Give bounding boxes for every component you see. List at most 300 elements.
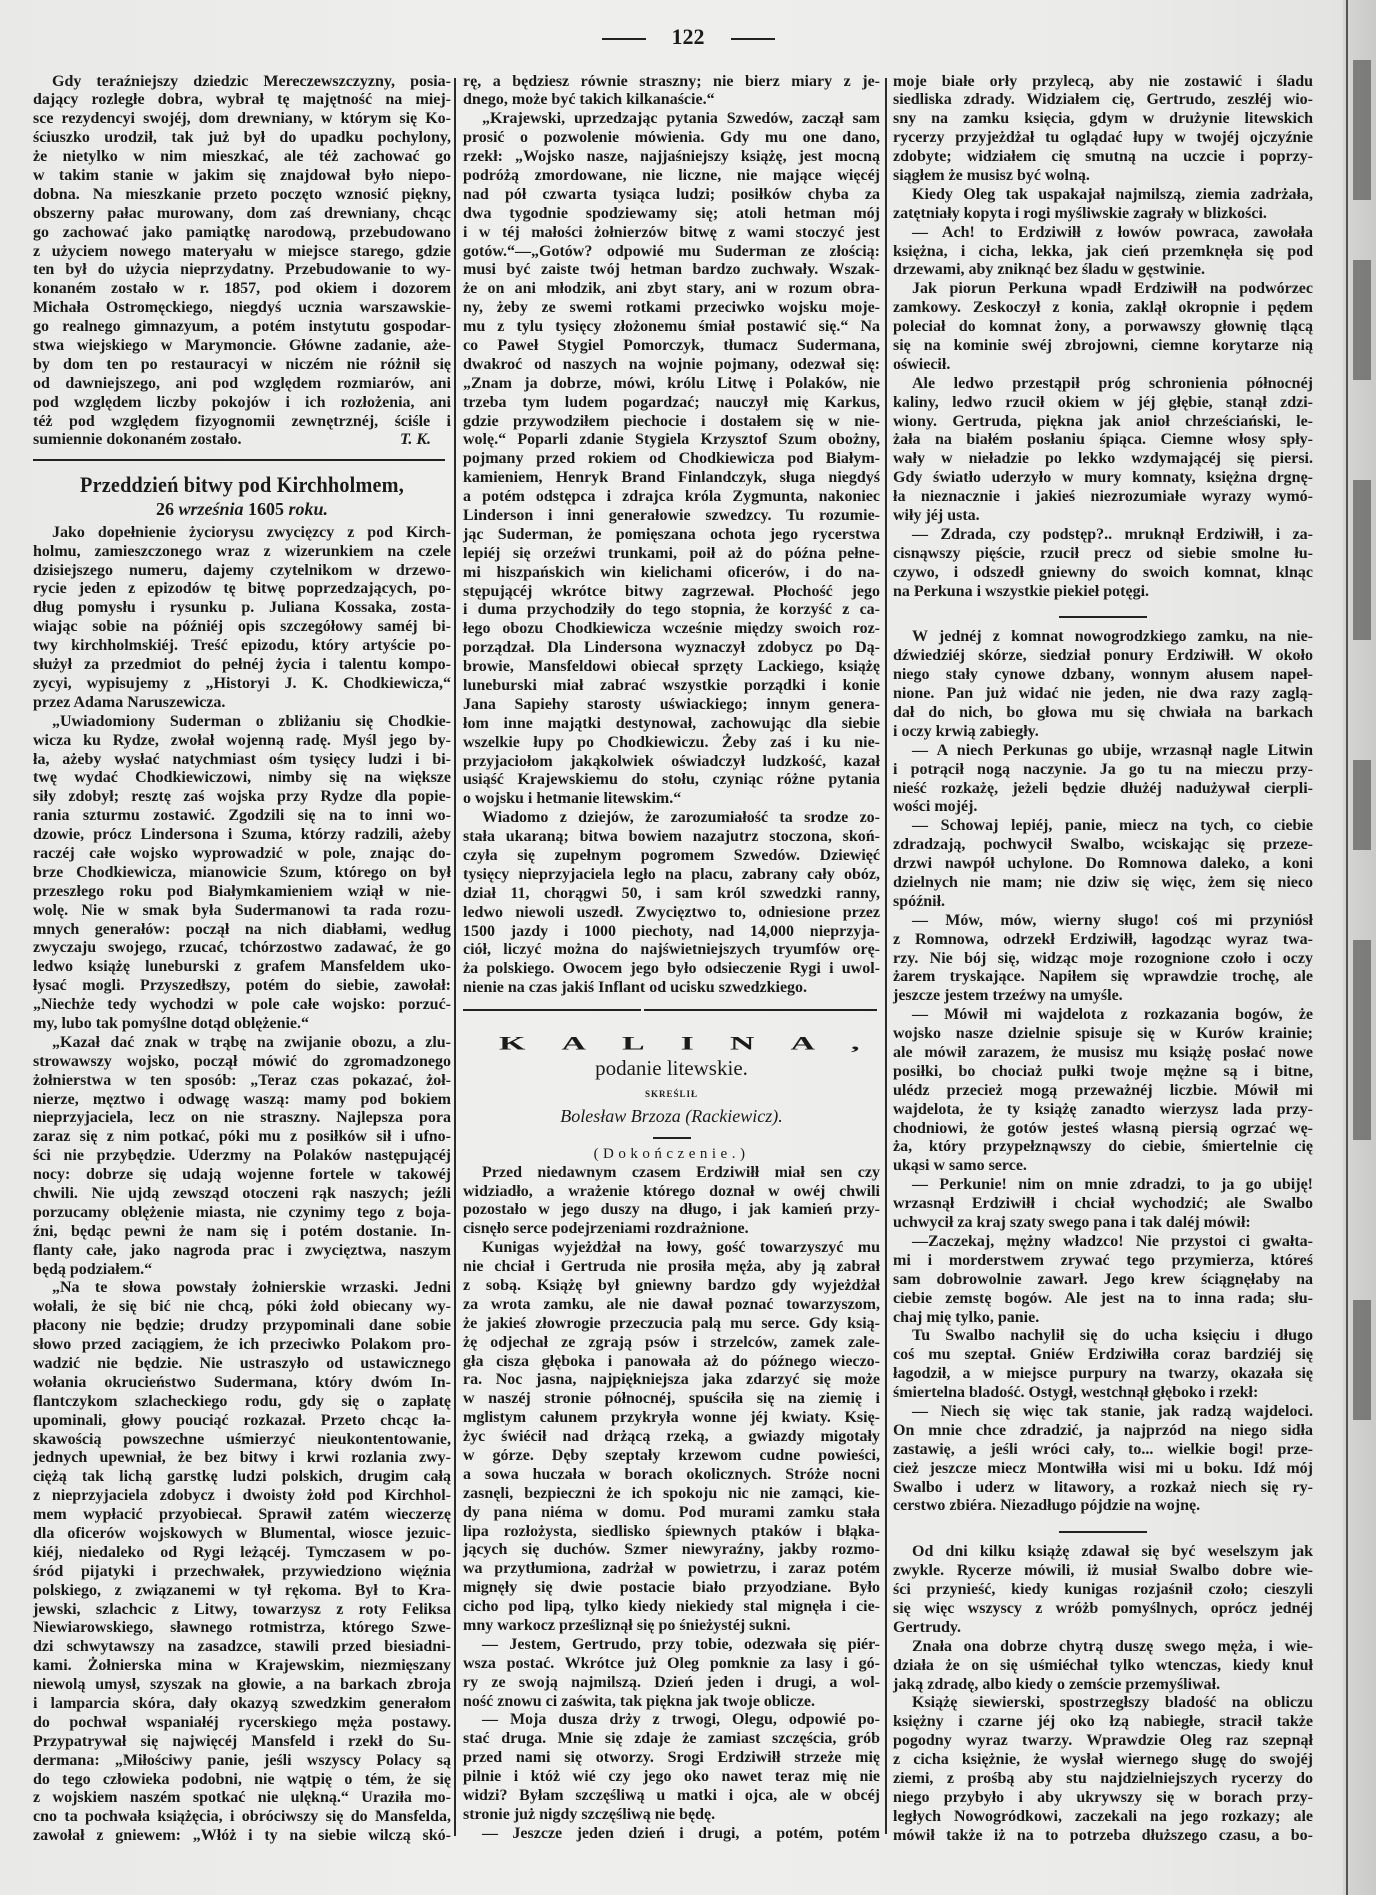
text-line: wojsko nasze dzielnie spisuje się w Kurów krainie; xyxy=(893,1025,1313,1043)
text-line: Linderson i inni generałowie szwedzcy. Tu rozumie- xyxy=(463,506,880,524)
text-line: wości mojéj. xyxy=(893,798,978,816)
text-line: w naszéj stronie północnéj, spuściła się na ziemię i xyxy=(463,1390,880,1408)
text-line: łom inne majątki destynował, zachowując dla siebie xyxy=(463,714,880,732)
text-line: żarem tryskające. Napiłem się wprawdzie trochę, ale xyxy=(893,968,1313,986)
text-line: rę, a będziesz równie straszny; nie bierz miary z je- xyxy=(463,72,880,90)
paragraph xyxy=(893,1403,1313,1516)
paragraph xyxy=(893,375,1313,526)
short-divider xyxy=(1059,1531,1147,1533)
text-line: pogodny wyraz twarzy. Wprawdzie Oleg raz szepnął xyxy=(893,1732,1313,1750)
text-line: podróżą zmordowane, nie liczne, nie mające więcéj xyxy=(463,166,880,184)
text-line: obszerny pałac murowany, dom zaś drewniany, chcąc xyxy=(33,204,451,222)
text-line: zasnęli, bezpieczni że ich spokoju nic nie zamąci, kie- xyxy=(463,1484,880,1502)
text-line: musi być zaiste twój hetman bardzo zuchwały. Wszak- xyxy=(463,261,880,279)
text-line: a sowa huczała w borach okolicznych. Stróże nocni xyxy=(463,1465,880,1483)
text-line: pod względem liczby pokojów i ich rozłożenia, ani xyxy=(33,393,451,411)
text-line: że jakieś złowrogie przeczucia palą mu serce. Gdy ksią- xyxy=(463,1314,880,1332)
text-line: rzekł: „Wojsko nasze, najjaśniejszy książę, jest mocną xyxy=(463,148,880,166)
text-line: w górze. Dęby szeptały krzewom cudne powieści, xyxy=(463,1447,880,1464)
paragraph xyxy=(463,1636,880,1712)
subheading-part: 26 xyxy=(155,499,179,520)
text-line: dobna. Na mieszkanie przeto poczęto wznosić piękny, xyxy=(33,185,451,203)
text-line: ukąsi w samo serce. xyxy=(893,1157,1027,1175)
text-line: pilnie i któż wié czy jego oko nawet teraz mię nie xyxy=(463,1768,880,1786)
text-line: ści przynieść, kiedy kunigas rozjaśnił czoło; cieszyli xyxy=(893,1581,1313,1599)
paragraph xyxy=(893,1327,1313,1403)
text-line: Swalbo i uderz w litawory, a rozkaż niech się ry- xyxy=(893,1478,1313,1496)
text-line: dający rozległe dobra, wybrał tę majętność na miej- xyxy=(33,91,451,109)
text-line: dnego, może być takich kilkanaście.“ xyxy=(463,91,715,109)
text-line: Wiadomo z dziejów, że zarozumiałość ta srodze zo- xyxy=(482,809,880,827)
text-line: lepiéj się orzeźwi trunkami, poił aż do późna pełne- xyxy=(463,544,880,562)
text-line: dał do nich, bo głowa mu się chwiała na barkach xyxy=(893,704,1313,721)
text-line: prosić o pozwolenie mówienia. Gdy mu one dano, xyxy=(463,129,880,147)
text-line: go zachować jako pamiątkę narodową, przebudowano xyxy=(33,223,451,241)
text-line: śmiertelna bladość. Ostygł, westchnął głęboko i rzekł: xyxy=(893,1384,1259,1402)
text-line: dług pomysłu i rysunku p. Juliana Kossaka, zosta- xyxy=(33,599,451,617)
text-line: twę wydać Chodkiewiczowi, nimby się na większe xyxy=(33,769,451,787)
text-line: On mnie chce zdradzić, ja najprzód na niego sidła xyxy=(893,1421,1313,1439)
text-line: Książę siewierski, spostrzegłszy bladość na obliczu xyxy=(912,1694,1313,1712)
paragraph xyxy=(893,742,1313,818)
continuation-note: (Dokończenie.) xyxy=(593,1145,750,1162)
paragraph xyxy=(33,1279,451,1846)
text-line: jąc Suderman, że pomięszana ochota jego rycerstwa xyxy=(463,525,880,543)
text-line: jeszcze jestem trzeźwy na umyśle. xyxy=(893,987,1123,1005)
text-line: zastawię, a jeśli wróci cały, to... wielkie bogi! prze- xyxy=(893,1440,1313,1458)
paragraph xyxy=(33,524,451,713)
text-line: śród pijatyki i przechwałek, przywiedziono więźnia xyxy=(33,1562,451,1580)
text-line: W jednéj z komnat nowogrodzkiego zamku, na nie- xyxy=(912,628,1313,646)
text-line: dwa tygodnie spodziewamy się; atoli hetman mój xyxy=(463,204,880,222)
text-line: dermana: „Miłościwy panie, jeśli wszyscy Polacy są xyxy=(33,1751,451,1769)
section-divider xyxy=(463,1009,877,1011)
text-line: nierze, męztwo i odwagę waszą: mamy pod bokiem xyxy=(33,1090,451,1108)
text-line: mignęły się dwie postacie biało przyodziane. Było xyxy=(463,1579,880,1597)
text-line: dział 11, chorągwi 50, i sam król szwedzki ranny, xyxy=(463,884,880,902)
text-line: w takim stanie w jakim się znajdował było niepo- xyxy=(33,166,451,184)
text-line: od dawniejszego, ani pod względem rozmiarów, ani xyxy=(33,374,451,392)
text-line: Przypatrywał się najwięcéj Mansfeld i rzekł do Su- xyxy=(33,1732,451,1750)
text-line: Gdy światło uderzyło w mury komnaty, księżna drgnę- xyxy=(893,469,1313,487)
text-line: nad pół czwarta tysiąca ludzi; posiłków chyba za xyxy=(463,185,880,203)
paragraph xyxy=(893,280,1313,374)
text-line: upominali, głowy pouciąć rozkazał. Przeto chcąc ła- xyxy=(33,1411,451,1429)
section-divider xyxy=(33,459,445,461)
paragraph xyxy=(33,73,451,451)
paragraph xyxy=(463,110,880,809)
text-line: stać druga. Mnie się zdaje że zamiast szczęścia, grób xyxy=(463,1730,880,1748)
text-line: chaj mię tylko, panie. xyxy=(893,1308,1040,1326)
page-number-dash-right xyxy=(731,38,775,40)
text-line: Gdy teraźniejszy dziedzic Mereczewszczyzny, posia- xyxy=(52,72,451,90)
text-line: ny, żeby ze swemi rotkami przeciwko wojsku moje- xyxy=(463,299,880,317)
text-line: coś mu szeptał. Gniéw Erdziwiłła coraz bardziéj się xyxy=(893,1346,1313,1364)
text-line: sce rezydencyi swojéj, dom drewniany, w którym się Ko- xyxy=(33,110,451,128)
text-line: przez Adama Naruszewicza. xyxy=(33,693,226,711)
paragraph xyxy=(463,1711,880,1824)
text-line: płacony nie będzie; drudzy przypominali dane sobie xyxy=(33,1317,451,1335)
text-line: drzwi nawpół uchylone. Do Romnowa daleko, a koni xyxy=(893,855,1313,873)
text-line: wadzić nie będzie. Nie ustraszyło od ustawicznego xyxy=(33,1355,451,1372)
text-line: za wrota zamku, ale nie dawał poznać towarzyszom, xyxy=(463,1295,880,1313)
paragraph xyxy=(893,912,1313,1006)
text-line: widzi? Byłam szczęśliwą u matki i ojca, ale w obcéj xyxy=(463,1787,880,1805)
text-line: cerstwo zbiéra. Niezadługo pójdzie na wojnę. xyxy=(893,1497,1201,1515)
text-line: nieprzyjaciela, lecz on nie straszny. Najlepsza pora xyxy=(33,1109,451,1127)
text-line: moje białe orły przylecą, aby nie zostawić i śladu xyxy=(893,72,1313,90)
subtitle: podanie litewskie. xyxy=(595,1055,748,1080)
text-line: Gertrudy. xyxy=(893,1618,961,1636)
text-line: niewolą umysł, szyszak na głowie, a na barkach zbroja xyxy=(33,1676,451,1694)
text-line: mu z tylu tysięcy złożonemu śmiał postawić się.“ Na xyxy=(463,318,880,336)
adjacent-page-text-fragment xyxy=(1353,480,1371,640)
text-line: „Krajewski, uprzedzając pytania Szwedów, zaczął sam xyxy=(482,110,880,128)
text-line: drzewami, aby zniknąć bez śladu w gęstwinie. xyxy=(893,261,1205,279)
text-line: ciół, liczyć można do najświetniejszych tryumfów orę- xyxy=(463,941,880,959)
text-line: Jana Sapiehy starosty uświackiego; innym genera- xyxy=(463,695,880,713)
text-line: 1500 jazdy i 1000 piechoty, nad 14,000 nieprzyja- xyxy=(463,922,880,940)
paragraph xyxy=(893,628,1313,741)
text-line: dwakroć od naszych na wojnie pojmany, odezwał się: xyxy=(463,355,880,373)
paragraph xyxy=(893,1543,1313,1637)
text-line: zamkowy. Zeskoczył z konia, zaklął okropnie i pędem xyxy=(893,299,1313,317)
text-line: porzucamy oblężenie miasta, nie czynimy tego z boja- xyxy=(33,1203,451,1221)
paragraph xyxy=(893,73,1313,186)
text-line: siedliska zdrady. Widziałem cię, Gertrudo, zeszłéj wio- xyxy=(893,91,1313,109)
text-line: cisnąwszy pięście, rzucił precz od siebie smolne łu- xyxy=(893,544,1313,562)
text-line: co Paweł Stygiel Pomorczyk, tłumacz Sudermana, xyxy=(463,336,880,354)
adjacent-page-text-fragment xyxy=(1353,760,1371,850)
text-line: my, lubo tak pomyślne dotąd oblężenie.“ xyxy=(33,1014,310,1032)
text-line: wrzasnął Erdziwiłł i chciał wychodzić; ale Swalbo xyxy=(893,1195,1313,1213)
text-line: czyła się zupełnym pogromem Szwedów. Dziewięć xyxy=(463,847,880,865)
text-line: wiły jéj usta. xyxy=(893,506,980,524)
paragraph xyxy=(463,1164,880,1240)
text-line: Kunigas wyjeżdżał na łowy, gość towarzyszyć mu xyxy=(482,1239,880,1257)
text-line: z wojskiem naszém spotkać nie ulękną.“ Uraziła mo- xyxy=(33,1789,451,1807)
text-line: zwyczaju swojego, rzucać, tchórzostwo zadawać, że go xyxy=(33,939,451,957)
text-line: — Moja dusza drży z trwogi, Olegu, odpowié po- xyxy=(482,1711,880,1729)
text-line: Od dni kilku książę zdawał się być weselszym jak xyxy=(912,1543,1313,1561)
text-line: Jako dopełnienie życiorysu zwycięzcy z pod Kirch- xyxy=(52,523,451,541)
text-line: dla oficerów wojskowych w Blumental, wiosce jezuic- xyxy=(33,1525,451,1543)
adjacent-page-text-fragment xyxy=(1353,1300,1371,1420)
text-line: i w téj małości żołnierzów bitwę z wami stoczyć jest xyxy=(463,223,880,241)
text-line: Michała Ostromęckiego, niegdyś ucznia warszawskie- xyxy=(33,299,451,317)
paragraph xyxy=(463,1239,880,1636)
text-line: mnych generałów: począł na nich diabłami, według xyxy=(33,920,451,938)
text-line: Tu Swalbo nachylił się do ucha księciu i długo xyxy=(912,1327,1313,1345)
text-line: wołania okrucieństwo Sudermana, który dwóm In- xyxy=(33,1373,451,1391)
text-line: łysać mogli. Przyszedłszy, potém do siebie, zawołał: xyxy=(33,977,451,995)
paragraph xyxy=(893,1176,1313,1233)
paragraph xyxy=(893,224,1313,281)
text-line: rania szturmu zostawić. Zgodzili się na to inni wo- xyxy=(33,807,451,825)
text-line: — Ach! to Erdziwiłł z łowów powraca, zawołała xyxy=(912,223,1313,241)
text-line: ła, ażeby wysłać natychmiast ośm tysięcy ludzi i bi- xyxy=(33,750,451,768)
text-line: téż pod względem fizyognomii zewnętrznéj, ściśle i xyxy=(33,412,451,430)
text-line: stała ukaraną; bitwa bowiem nazajutrz stoczona, skoń- xyxy=(463,828,880,846)
text-line: dzielnych nie mam; nie dziw się więc, żem się nieco xyxy=(893,874,1313,892)
text-line: ła nieznacznie i jakieś niezrozumiałe wyrazy wymó- xyxy=(893,488,1313,506)
text-line: będą podziałem.“ xyxy=(33,1260,153,1278)
text-line: sny na zamku księcia, gdym w drużynie litewskich xyxy=(893,110,1313,128)
text-line: widziadło, a wrażenie którego doznał w owéj chwili xyxy=(463,1182,880,1200)
text-line: — Mówił mi wajdelota z rozkazania bogów, że xyxy=(912,1006,1313,1024)
text-line: ległych Nowogródkowi, zaczekali na jego rozkazy; ale xyxy=(893,1807,1313,1825)
text-line: żała na białém posłaniu śpiąca. Ciemne włosy spły- xyxy=(893,431,1313,449)
text-line: dźwiedziéj skórze, siedział ponury Erdziwiłł. W około xyxy=(893,647,1313,665)
page-number-text: 122 xyxy=(671,24,705,49)
text-line: „Na te słowa powstały żołnierskie wrzaski. Jedni xyxy=(52,1279,451,1297)
text-line: jednych upewniał, że bez bitwy i krwi rozlania zwy- xyxy=(33,1449,451,1467)
adjacent-page-text-fragment xyxy=(1353,60,1371,200)
display-title: KALINA, xyxy=(499,1033,896,1054)
text-line: pojmany przed rokiem od Chodkiewicza pod Białym- xyxy=(463,450,880,468)
text-line: dzowie, prócz Lindersona i Szuma, którzy radzili, ażeby xyxy=(33,826,451,844)
text-line: oświecił. xyxy=(893,355,951,373)
text-line: flantczykom szlacheckiego rodu, gdy się o zapłatę xyxy=(33,1392,451,1410)
text-line: ściuszko urodził, tak już był do upadku pochylony, xyxy=(33,129,451,147)
text-line: Ale ledwo przestąpił próg schronienia północnéj xyxy=(912,374,1313,392)
text-line: niego stały cynowe dzbany, wonnym ałusem napeł- xyxy=(893,666,1313,684)
text-line: Niewiarowskiego, sławnego rotmistrza, którego Szwe- xyxy=(33,1619,451,1637)
text-line: — Niech się więc tak stanie, jak radzą wajdeloci. xyxy=(912,1402,1313,1420)
text-line: zdradzają, pochwycił Swalbo, wciskając się przeze- xyxy=(893,836,1313,854)
text-line: wolę.“ Poparli zdanie Stygiela Krzysztof Szum obożny, xyxy=(463,431,880,449)
text-line: dzi schwytawszy na zasadzce, stawili przed biesiadni- xyxy=(33,1638,451,1656)
subheading-part: września xyxy=(178,499,248,520)
text-line: ulédz przecież mogą przeważnéj liczbie. Mówił mi xyxy=(893,1081,1313,1099)
text-line: czywo, i odszedł gniewny do swoich komnat, klnąc xyxy=(893,563,1313,581)
text-line: zdobyte; widziałem cię smutną na uczcie i poprzy- xyxy=(893,148,1313,166)
text-line: przed nami się otworzy. Srogi Erdziwiłł strzeże mię xyxy=(463,1749,880,1767)
text-line: dy pana niéma w domu. Pod murami zamku stała xyxy=(463,1503,880,1521)
text-line: usiąść Krajewskiemu do stołu, czyniąc różne pytania xyxy=(463,771,880,789)
text-line: ciężą tak lichą garstkę ludzi polskich, drugim całą xyxy=(33,1468,451,1486)
text-line: z użyciem nowego materyału w miejsce starego, gdzie xyxy=(33,242,451,260)
text-line: browie, Mansfeldowi obiecał sprzęty Lackiego, książę xyxy=(463,658,880,676)
text-line: wiając sobie na późniéj opis szczegółowy saméj bi- xyxy=(33,618,451,636)
paragraph xyxy=(893,1638,1313,1695)
text-line: na Perkuna i wszystkie piekieł potęgi. xyxy=(893,582,1150,600)
text-line: się więc wszyscy z wróżb pomyślnych, oprócz jednéj xyxy=(893,1599,1313,1617)
text-line: nienie na czas jakiś Inflant od ucisku szwedzkiego. xyxy=(463,979,808,997)
text-line: cisnęło serce podejrzeniami rozdrażnione. xyxy=(463,1220,749,1238)
text-line: zwykle. Rycerze mówili, iż musiał Swalbo dobre wie- xyxy=(893,1562,1313,1580)
text-line: brze Chodkiewicza, mianowicie Szum, którego on był xyxy=(33,863,451,881)
text-line: „Kazał dać znak w trąbę na zwijanie obozu, a zlu- xyxy=(52,1033,451,1051)
text-line: stronie już nigdy szczęśliwą nie będę. xyxy=(463,1805,716,1823)
text-line: — Schowaj lepiéj, panie, miecz na tych, co ciebie xyxy=(912,817,1313,835)
text-line: tysięcy nieprzyjaciela legło na placu, zabrany cały obóz, xyxy=(463,865,880,883)
text-line: chodniowi, że gotów jesteś własną piersią ogrzać wę- xyxy=(893,1119,1313,1137)
paragraph xyxy=(463,1825,880,1844)
page-number xyxy=(0,24,1376,50)
text-line: ża, który przypełznąwszy do ciebie, śmiertelnie cię xyxy=(893,1138,1313,1156)
text-line: — A niech Perkunas go ubije, wrzasnął nagle Litwin xyxy=(912,741,1313,759)
text-line: cież jeszcze miecz Montwiłła wisi mi u boku. Idź mój xyxy=(893,1459,1313,1477)
text-line: służył za przedmiot do pełnéj życia i talentu kompo- xyxy=(33,656,451,674)
text-line xyxy=(33,431,451,450)
text-line: przyjaciołom jakąkolwiek oświadczył ludzkość, kazał xyxy=(463,752,880,770)
paragraph xyxy=(893,1694,1313,1845)
text-line: cno ta pochwała książęcia, i obróciwszy się do Mansfelda, xyxy=(33,1808,451,1826)
text-line: „Niechże tedy wychodzi w pole całe wojsko: porzuć- xyxy=(33,996,451,1014)
text-line: siły zdobył; resztę zaś wojska przy Rydze dla popie- xyxy=(33,788,451,806)
text-line: zaraz się z nim potkać, póki mu z posiłków sił i ufno- xyxy=(33,1128,451,1146)
text-line: jaką zdradę, albo kiedy o zemście przemyśliwał. xyxy=(893,1675,1221,1693)
text-line: gdzie przywodziłem piechocie i dostałem się w nie- xyxy=(463,412,880,430)
text-line: go realnego gimnazyum, a potém instytutu gospodar- xyxy=(33,318,451,336)
text-line: ra. Noc jasna, najpiękniejsza jaka zdarzyć się może xyxy=(463,1371,880,1389)
text-line: uchwycił za kraj szaty swego pana i tak daléj mówił: xyxy=(893,1214,1251,1232)
text-line: nione. Pan już widać nie jeden, nie dwa razy zaglą- xyxy=(893,685,1313,703)
text-line: — Perkunie! nim on mnie zdradzi, to ja go ubiję! xyxy=(912,1176,1313,1194)
text-line: łagodził, a w miejsce purpury na twarzy, okazała się xyxy=(893,1365,1313,1383)
text-line: przeszłego roku pod Białymkamieniem wziął w nie- xyxy=(33,882,451,900)
text-line: wajdelota, że ty książę zanadto wierzysz lada przy- xyxy=(893,1100,1313,1118)
short-divider xyxy=(1059,616,1147,618)
text-line: dzisiejszego numeru, dajemy czytelnikom w drzewo- xyxy=(33,561,451,579)
text-line: ziemi, z prośbą aby stu najdzielniejszych rycerzy do xyxy=(893,1769,1313,1787)
page-number-dash-left xyxy=(602,38,646,40)
byline-label: SKREŚLIŁ xyxy=(644,1088,699,1099)
text-line: wołali, że się bić nie chcą, póki żołd obiecany wy- xyxy=(33,1298,451,1316)
column-divider xyxy=(885,78,887,1834)
text-line: z sobą. Książę był gniewny bardzo gdy wyjeżdżał xyxy=(463,1276,880,1294)
text-line: żę odjechał ze zgrają psów i strzelców, zamek zale- xyxy=(463,1333,880,1351)
text-line: wolę. Nie w smak była Sudermanowi ta rada rozu- xyxy=(33,901,451,919)
author-signature: T. K. xyxy=(400,431,431,449)
text-line: kamieniem, Henryk Brand Finlandczyk, sługa niegdyś xyxy=(463,469,880,487)
text-line: ten był do użycia nieprzydatny. Przebudowanie to wy- xyxy=(33,261,451,279)
adjacent-page-text-fragment xyxy=(1353,940,1371,1140)
subheading-part: 1605 xyxy=(248,499,289,520)
text-line: księżna, i cicha, lekka, jak cień przemknęła się pod xyxy=(893,242,1313,260)
text-line: rycie jeden z epizodów tę bitwę poprzedzających, po- xyxy=(33,580,451,598)
text-line: gła cisza głęboka i panowała aż do późnego wieczo- xyxy=(463,1352,880,1370)
byline: Bolesław Brzoza (Rackiewicz). xyxy=(560,1105,783,1126)
text-line: i potrącił nogą naczynie. Ja go tu na mieczu przy- xyxy=(893,760,1313,778)
text-line: że on ani młodzik, ani zbyt stary, ani w rozum obra- xyxy=(463,280,880,298)
text-line: jewski, szlachcic z Litwy, towarzysz z roty Feliksa xyxy=(33,1600,451,1618)
text-line: z nieprzyjaciela zdobycz i dwoisty żołd pod Kirchhol- xyxy=(33,1487,451,1505)
text-line: porządzał. Dla Lindersona wyznaczył zdobycz po Dą- xyxy=(463,639,880,657)
text-line: i lamparcia skóra, dały okazyą szwedzkim generałom xyxy=(33,1695,451,1713)
text-line: mówił także iż na to potrzeba dłuższego czasu, a bo- xyxy=(893,1826,1313,1844)
text-line: ale mówił zarazem, że musisz mu książę posłać nowe xyxy=(893,1044,1313,1062)
text-line: posiłki, bo chociaż pułki twoje mężne są i bitne, xyxy=(893,1062,1313,1080)
text-line: skawością powszechne uśmierzyć nieukontentowanie, xyxy=(33,1430,451,1448)
text-line: wiony. Gertruda, piękna jak anioł chrześciański, le- xyxy=(893,412,1313,430)
text-line: wsza postać. Wkrótce już Oleg pomknie za lasy i gó- xyxy=(463,1654,880,1672)
subheading xyxy=(33,498,451,520)
text-line: Przed niedawnym czasem Erdziwiłł miał sen czy xyxy=(482,1163,880,1181)
text-line: że nietylko w nim mieszkać, ale téż zachować go xyxy=(33,148,451,166)
text-line: Jak piorun Perkuna wpadł Erdziwiłł na podwórzec xyxy=(912,280,1313,298)
text-line: kiéj, niedaleko od Rygi leżącéj. Tymczasem w po- xyxy=(33,1543,451,1561)
paragraph xyxy=(893,1006,1313,1176)
text-line: siągłem że musisz być wolną. xyxy=(893,166,1090,184)
text-line: ledwo książę luneburski z grafem Mansfeldem uko- xyxy=(33,958,451,976)
text-line: gotów.“—„Gotów? odpowié mu Suderman ze złością: xyxy=(463,242,880,260)
text-line: flanty całe, jako nagroda prac i zwycięztwa, naszym xyxy=(33,1241,451,1259)
text-line: „Znam ja dobrze, mówi, królu Litwę i Polaków, nie xyxy=(463,374,880,392)
text-line: wały w nieładzie po lekko wzdymającéj się piersi. xyxy=(893,450,1313,468)
text-line: trzeba tym ludem pogardzać; nauczył mię Karkus, xyxy=(463,393,880,411)
paragraph xyxy=(463,73,880,111)
column-right xyxy=(893,73,1313,1846)
paragraph xyxy=(893,186,1313,224)
text-line: księżny i czarne jéj oko łzą nabiegłe, stracił także xyxy=(893,1713,1313,1731)
text-line: nieść rozkażę, jeżeli będzie dłużéj nadużywał cierpli- xyxy=(893,779,1313,797)
text-line: chwili. Nie ujdą zewsząd otoczeni rąk naszych; jeźli xyxy=(33,1184,451,1202)
text-line: polskiego, z związanemi w tył rękoma. Był to Kra- xyxy=(33,1581,451,1599)
text-line: by dom ten po restauracyi w niczém nie różnił się xyxy=(33,355,451,373)
text-line: rzy. Nie bój się, widząc moje rozognione czoło i oczy xyxy=(893,949,1313,967)
text-line: do tego człowieka podobni, nie wątpię o tém, że się xyxy=(33,1770,451,1788)
column-left xyxy=(33,73,451,1847)
text-line: ry ze swoją najmilszą. Dzień jeden i drugi, a wol- xyxy=(463,1673,880,1691)
text-line: mi i morderstwem zrywać tego przymierza, któreś xyxy=(893,1251,1313,1269)
adjacent-page-edge xyxy=(1343,0,1376,1895)
text-line: i oczy krwią zabiegły. xyxy=(893,722,1039,740)
paragraph xyxy=(463,809,880,998)
paragraph xyxy=(893,817,1313,911)
paragraph xyxy=(33,713,451,1034)
text-line: z cicha księżnie, że wysłał wiernego sługę do swojéj xyxy=(893,1751,1313,1769)
adjacent-page-text-fragment xyxy=(1353,260,1371,380)
text-line: poleciał do komnat żony, a porwawszy głownię tlącą xyxy=(893,318,1313,336)
text-line: żołnierstwa w ten sposób: „Teraz czas pokazać, żoł- xyxy=(33,1071,451,1089)
text-line: ża polskiego. Owocem jego było odsieczenie Rygi i uwol- xyxy=(463,960,880,978)
paragraph xyxy=(893,1233,1313,1327)
subheading-part: roku. xyxy=(288,499,329,520)
text-line: się na kominie swéj zbrojowni, ciemne korytarze nią xyxy=(893,336,1313,354)
text-line: twy kirchholmskiéj. Treść epizodu, który artyście po- xyxy=(33,637,451,655)
text-line: nocy: dobrze się udają wojenne fortele w takowéj xyxy=(33,1166,451,1184)
column-middle xyxy=(463,72,896,1844)
text-line: działa że on się uśmiéchał tylko wtenczas, kiedy knuł xyxy=(893,1656,1313,1674)
text-line: ledwo niewoli uszedł. Zwycięztwo to, odniesione przez xyxy=(463,903,880,921)
text-line: Znała ona dobrze chytrą duszę swego męża, i wie- xyxy=(912,1637,1313,1655)
paragraph xyxy=(893,526,1313,602)
text-line: lipa rozłożysta, siedlisko śpiewnych ptaków i błąka- xyxy=(463,1522,880,1540)
text-line: stępującéj wkrótce bitwy zagrzewał. Płochość jego xyxy=(463,582,880,600)
text-line: spóźnił. xyxy=(893,892,946,910)
text-line: Kiedy Oleg tak uspakajał najmilszą, ziemia zadrżała, xyxy=(912,185,1313,203)
text-line: rycerzy przyjeżdżał tu oglądać łupy w twojéj ojczyźnie xyxy=(893,129,1313,147)
text-line: łego obozu Chodkiewicza wcześnie między swoich roz- xyxy=(463,620,880,638)
heading: Przeddzień bitwy pod Kirchholmem, xyxy=(80,472,404,498)
text-line: —Zaczekaj, mężny władzco! Nie przystoi ci gwałta- xyxy=(912,1232,1313,1250)
text-line: ciebie zemstę bogów. Ale jest na to inna rada; słu- xyxy=(893,1289,1313,1307)
text-line: — Mów, mów, wierny sługo! coś mi przyniósł xyxy=(912,911,1313,929)
text-line: jących się duchów. Szmer niewyraźny, jakby rozmo- xyxy=(463,1541,880,1559)
text-line: zycyi, wypisujemy z „Historyi J. K. Chodkiewicza,“ xyxy=(33,674,451,692)
text-line: wa przytłumiona, zadrżał w powietrzu, i zaraz potém xyxy=(463,1560,880,1578)
text-line: źni, będąc pewni że nam się i potém dostanie. In- xyxy=(33,1222,451,1240)
text-line: holmu, zamieszczonego wraz z wizerunkiem na czele xyxy=(33,542,451,560)
text-line: mi hiszpańskich win kielichami oficerów, i do na- xyxy=(463,563,880,581)
text-line: kami. Żołnierska mina w Krajewskim, niezmięszany xyxy=(33,1657,451,1675)
text-line: niego przybyło i aby ukrywszy się w borach przy- xyxy=(893,1788,1313,1806)
text-line: strowawszy wojsko, począł mówić do zgromadzonego xyxy=(33,1052,451,1070)
column-divider xyxy=(454,78,456,1836)
text-line: życ świécił nad drżącą rzeką, a gwiazdy migotały xyxy=(463,1428,880,1446)
